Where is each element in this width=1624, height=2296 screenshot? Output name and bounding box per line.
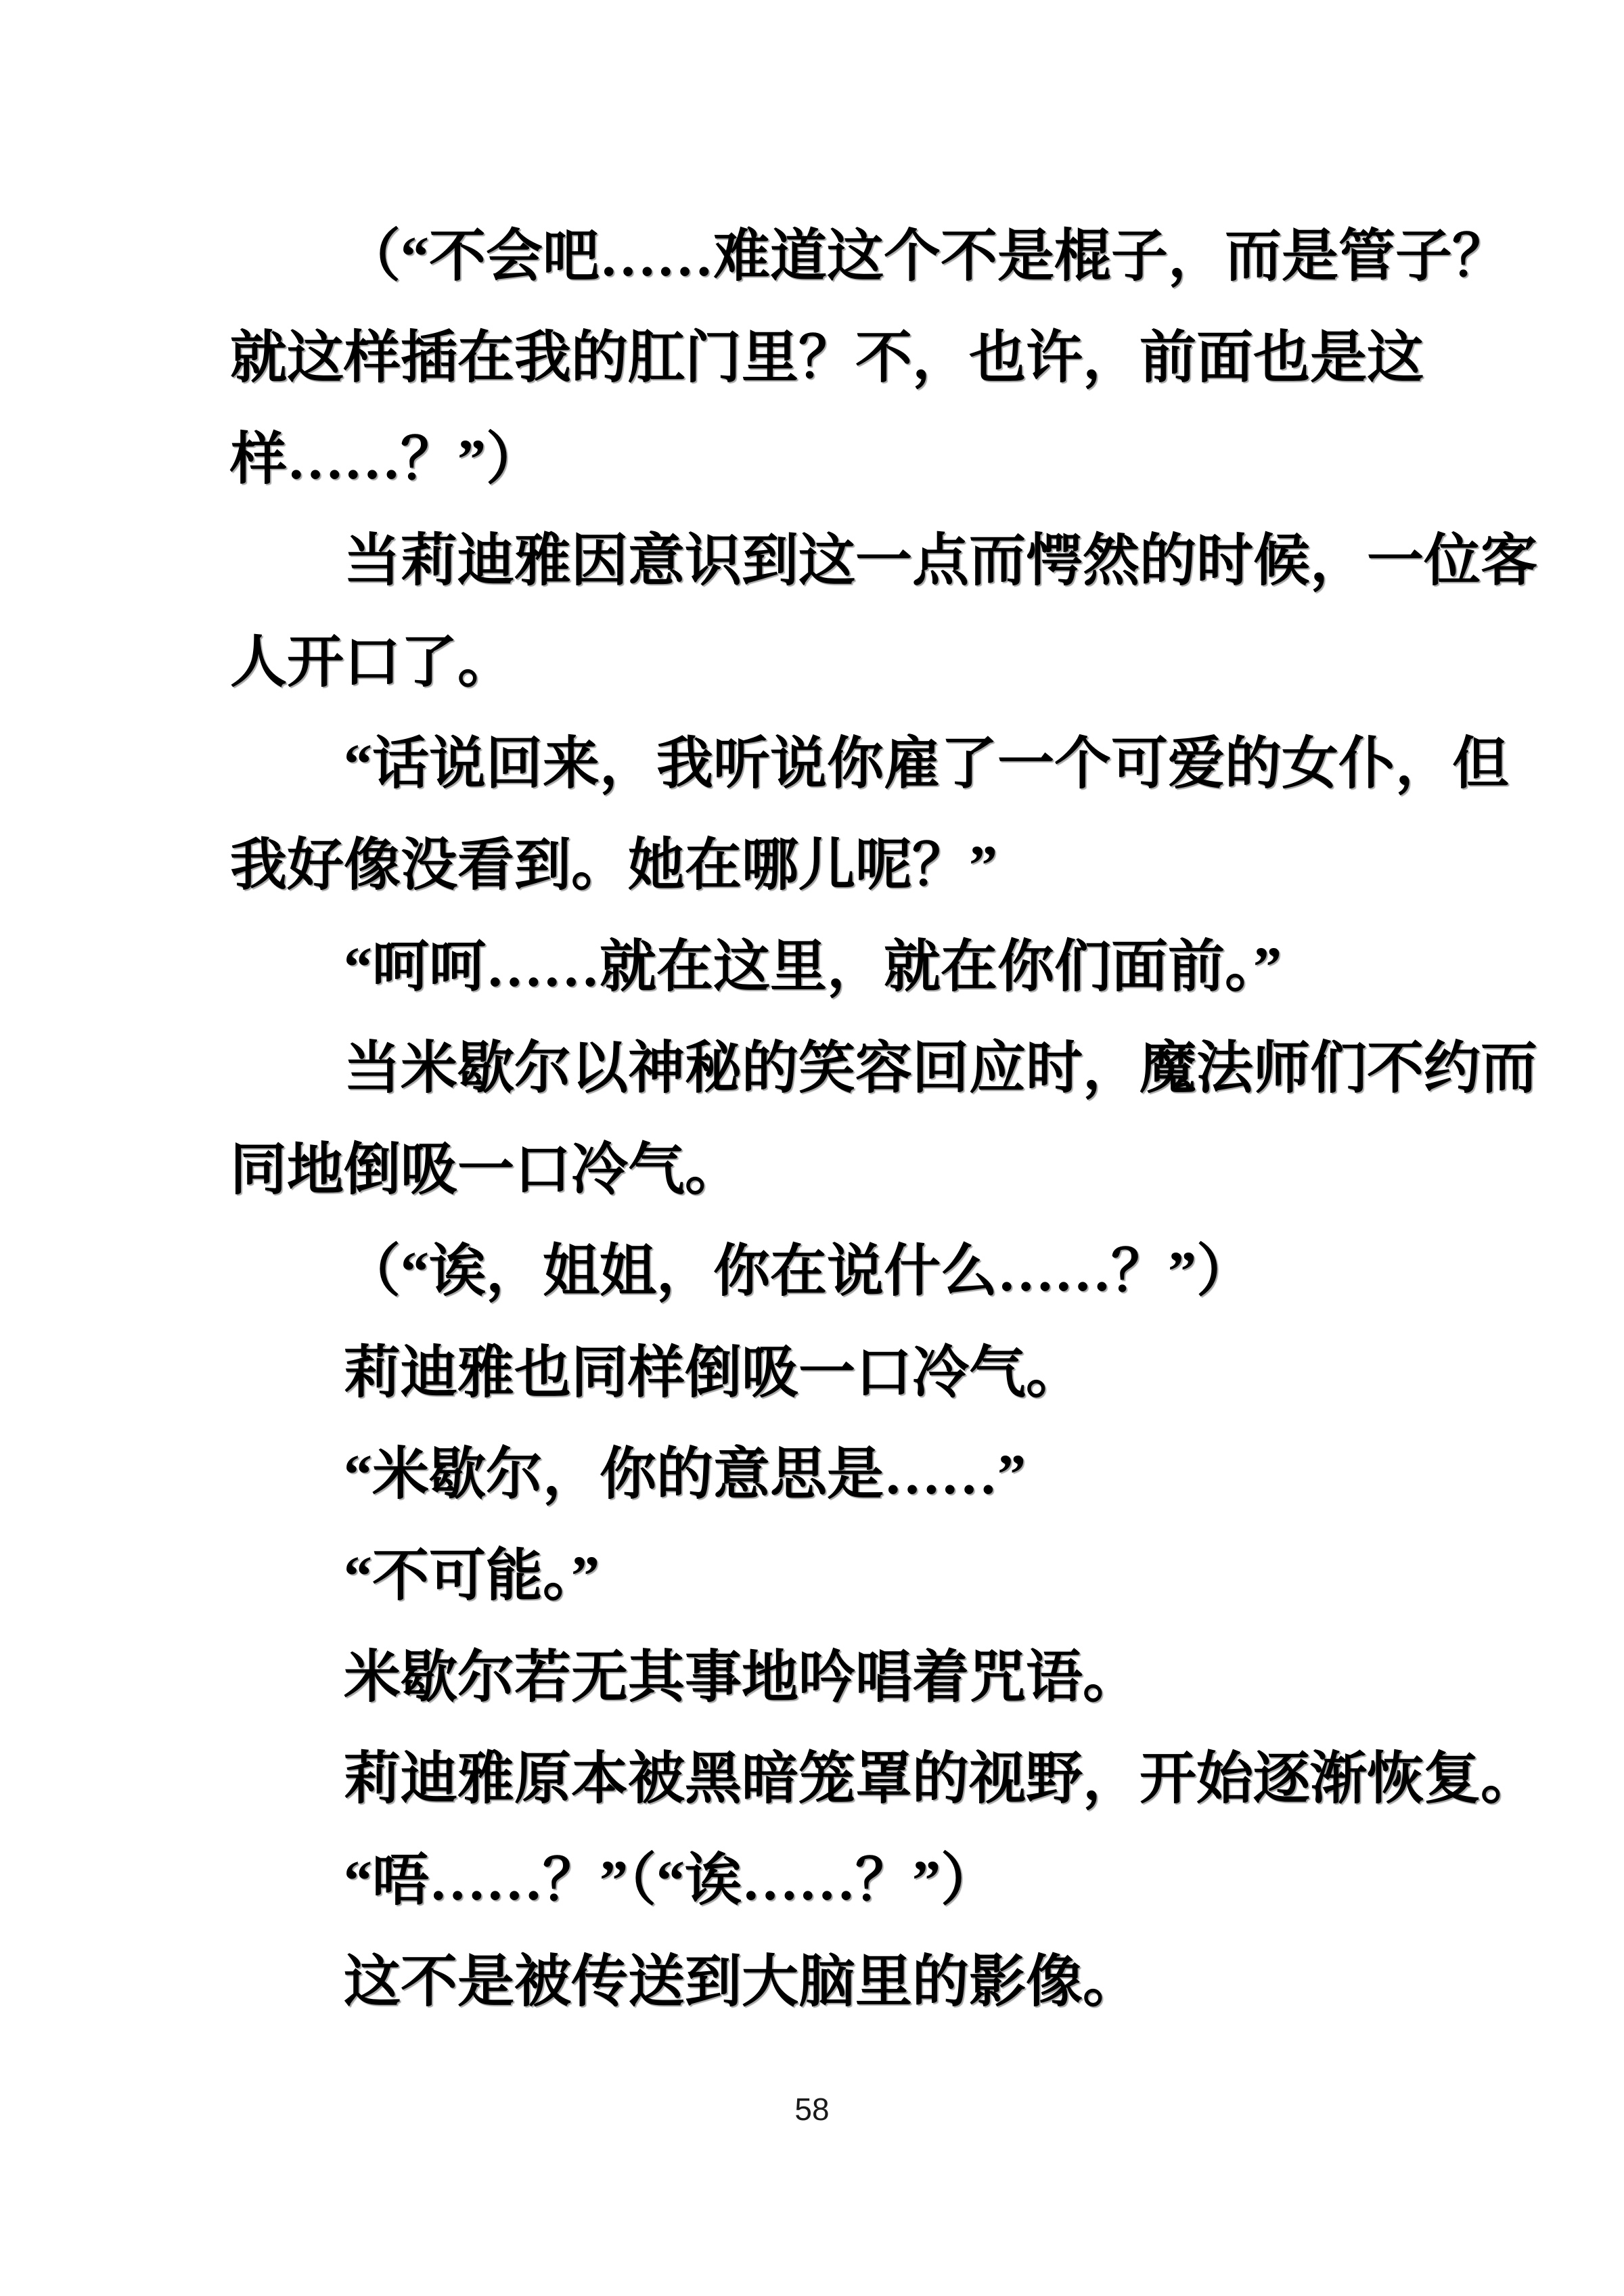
text-line: 莉迪雅原本被黑暗笼罩的视野，开始逐渐恢复。	[344, 1748, 1538, 1811]
text-line: 当莉迪雅因意识到这一点而愕然的时候，一位客	[344, 530, 1538, 593]
text-line: 就这样插在我的肛门里？不，也许，前面也是这	[230, 327, 1424, 390]
text-line: 同地倒吸一口冷气。	[230, 1139, 742, 1202]
text-line: 样……？”）	[230, 428, 543, 491]
page-number: 58	[794, 2092, 830, 2127]
text-line: 人开口了。	[230, 631, 515, 694]
text-line: “话说回来，我听说你雇了一个可爱的女仆，但	[344, 733, 1510, 796]
text-line: 莉迪雅也同样倒吸一口冷气。	[344, 1342, 1083, 1405]
text-line: （“不会吧……难道这个不是棍子，而是管子？	[344, 225, 1510, 288]
text-line: “米歇尔，你的意思是……”	[344, 1443, 1027, 1506]
text-line: 我好像没看到。她在哪儿呢？”	[230, 834, 998, 897]
body-text	[230, 206, 1538, 2033]
text-line: “呵呵……就在这里，就在你们面前。”	[344, 936, 1282, 999]
text-line: 这不是被传送到大脑里的影像。	[344, 1951, 1140, 2014]
text-line: 当米歇尔以神秘的笑容回应时，魔法师们不约而	[344, 1037, 1538, 1100]
text-line: “不可能。”	[344, 1545, 600, 1608]
text-line: （“诶，姐姐，你在说什么……？”）	[344, 1240, 1254, 1303]
text-line: “唔……？”（“诶……？”）	[344, 1849, 998, 1912]
text-line: 米歇尔若无其事地吟唱着咒语。	[344, 1646, 1140, 1709]
